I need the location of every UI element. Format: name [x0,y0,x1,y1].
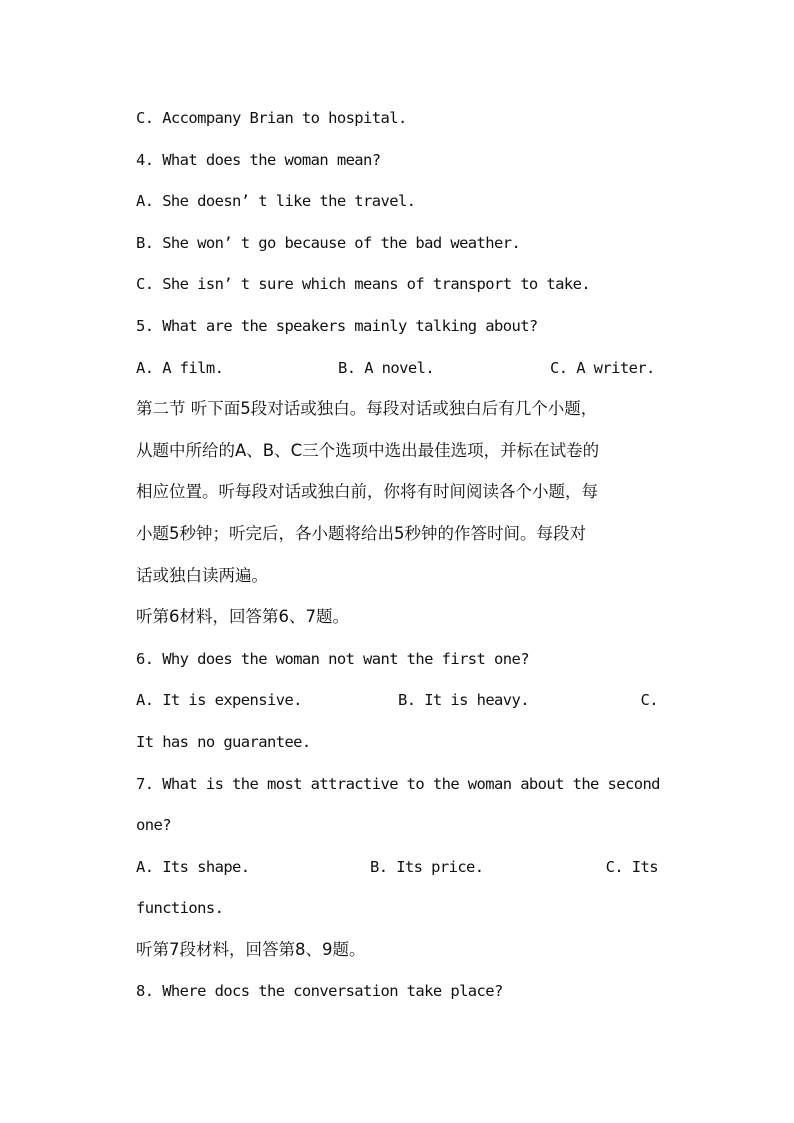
section-instruction: 相应位置。听每段对话或独白前，你将有时间阅读各个小题，每 [136,482,598,502]
material-heading: 听第6材料，回答第6、7题。 [136,607,349,627]
option-text: A. Its shape. [136,857,250,876]
option-text: B. Its price. [370,857,484,876]
option-text: A. A film. [136,358,224,377]
option-text: C. She isn’ t sure which means of transport to take. [136,275,591,294]
options-row [136,686,658,728]
section-instruction: 从题中所给的A、B、C三个选项中选出最佳选项，并标在试卷的 [136,440,600,460]
option-text: functions. [136,899,224,918]
question-text: 6. Why does the woman not want the first one? [136,649,529,668]
option-text: C. Accompany Brian to hospital. [136,109,407,127]
material-heading: 听第7段材料，回答第8、9题。 [136,939,366,959]
option-text: B. It is heavy. [398,691,529,710]
question-text: 5. What are the speakers mainly talking about? [136,316,538,335]
option-text: A. She doesn’ t like the travel. [136,192,416,211]
option-text: A. It is expensive. [136,691,302,710]
option-text: C. A writer. [550,358,655,377]
question-text: 8. Where docs the conversation take place? [136,982,503,1001]
section-instruction: 第二节 听下面5段对话或独白。每段对话或独白后有几个小题， [136,399,598,419]
option-text: C. Its [605,857,658,876]
question-text: 7. What is the most attractive to the woman about the second [136,774,660,793]
document-page [136,104,658,1019]
option-text: C. [640,691,658,710]
section-instruction: 话或独白读两遍。 [136,565,268,585]
options-row [136,354,658,396]
section-instruction: 小题5秒钟；听完后，各小题将给出5秒钟的作答时间。每段对 [136,523,586,543]
option-text: B. A novel. [338,358,435,377]
option-text: It has no guarantee. [136,732,311,751]
question-text: 4. What does the woman mean? [136,150,381,169]
question-text: one? [136,816,171,835]
options-row [136,853,658,895]
option-text: B. She won’ t go because of the bad weather. [136,233,521,252]
